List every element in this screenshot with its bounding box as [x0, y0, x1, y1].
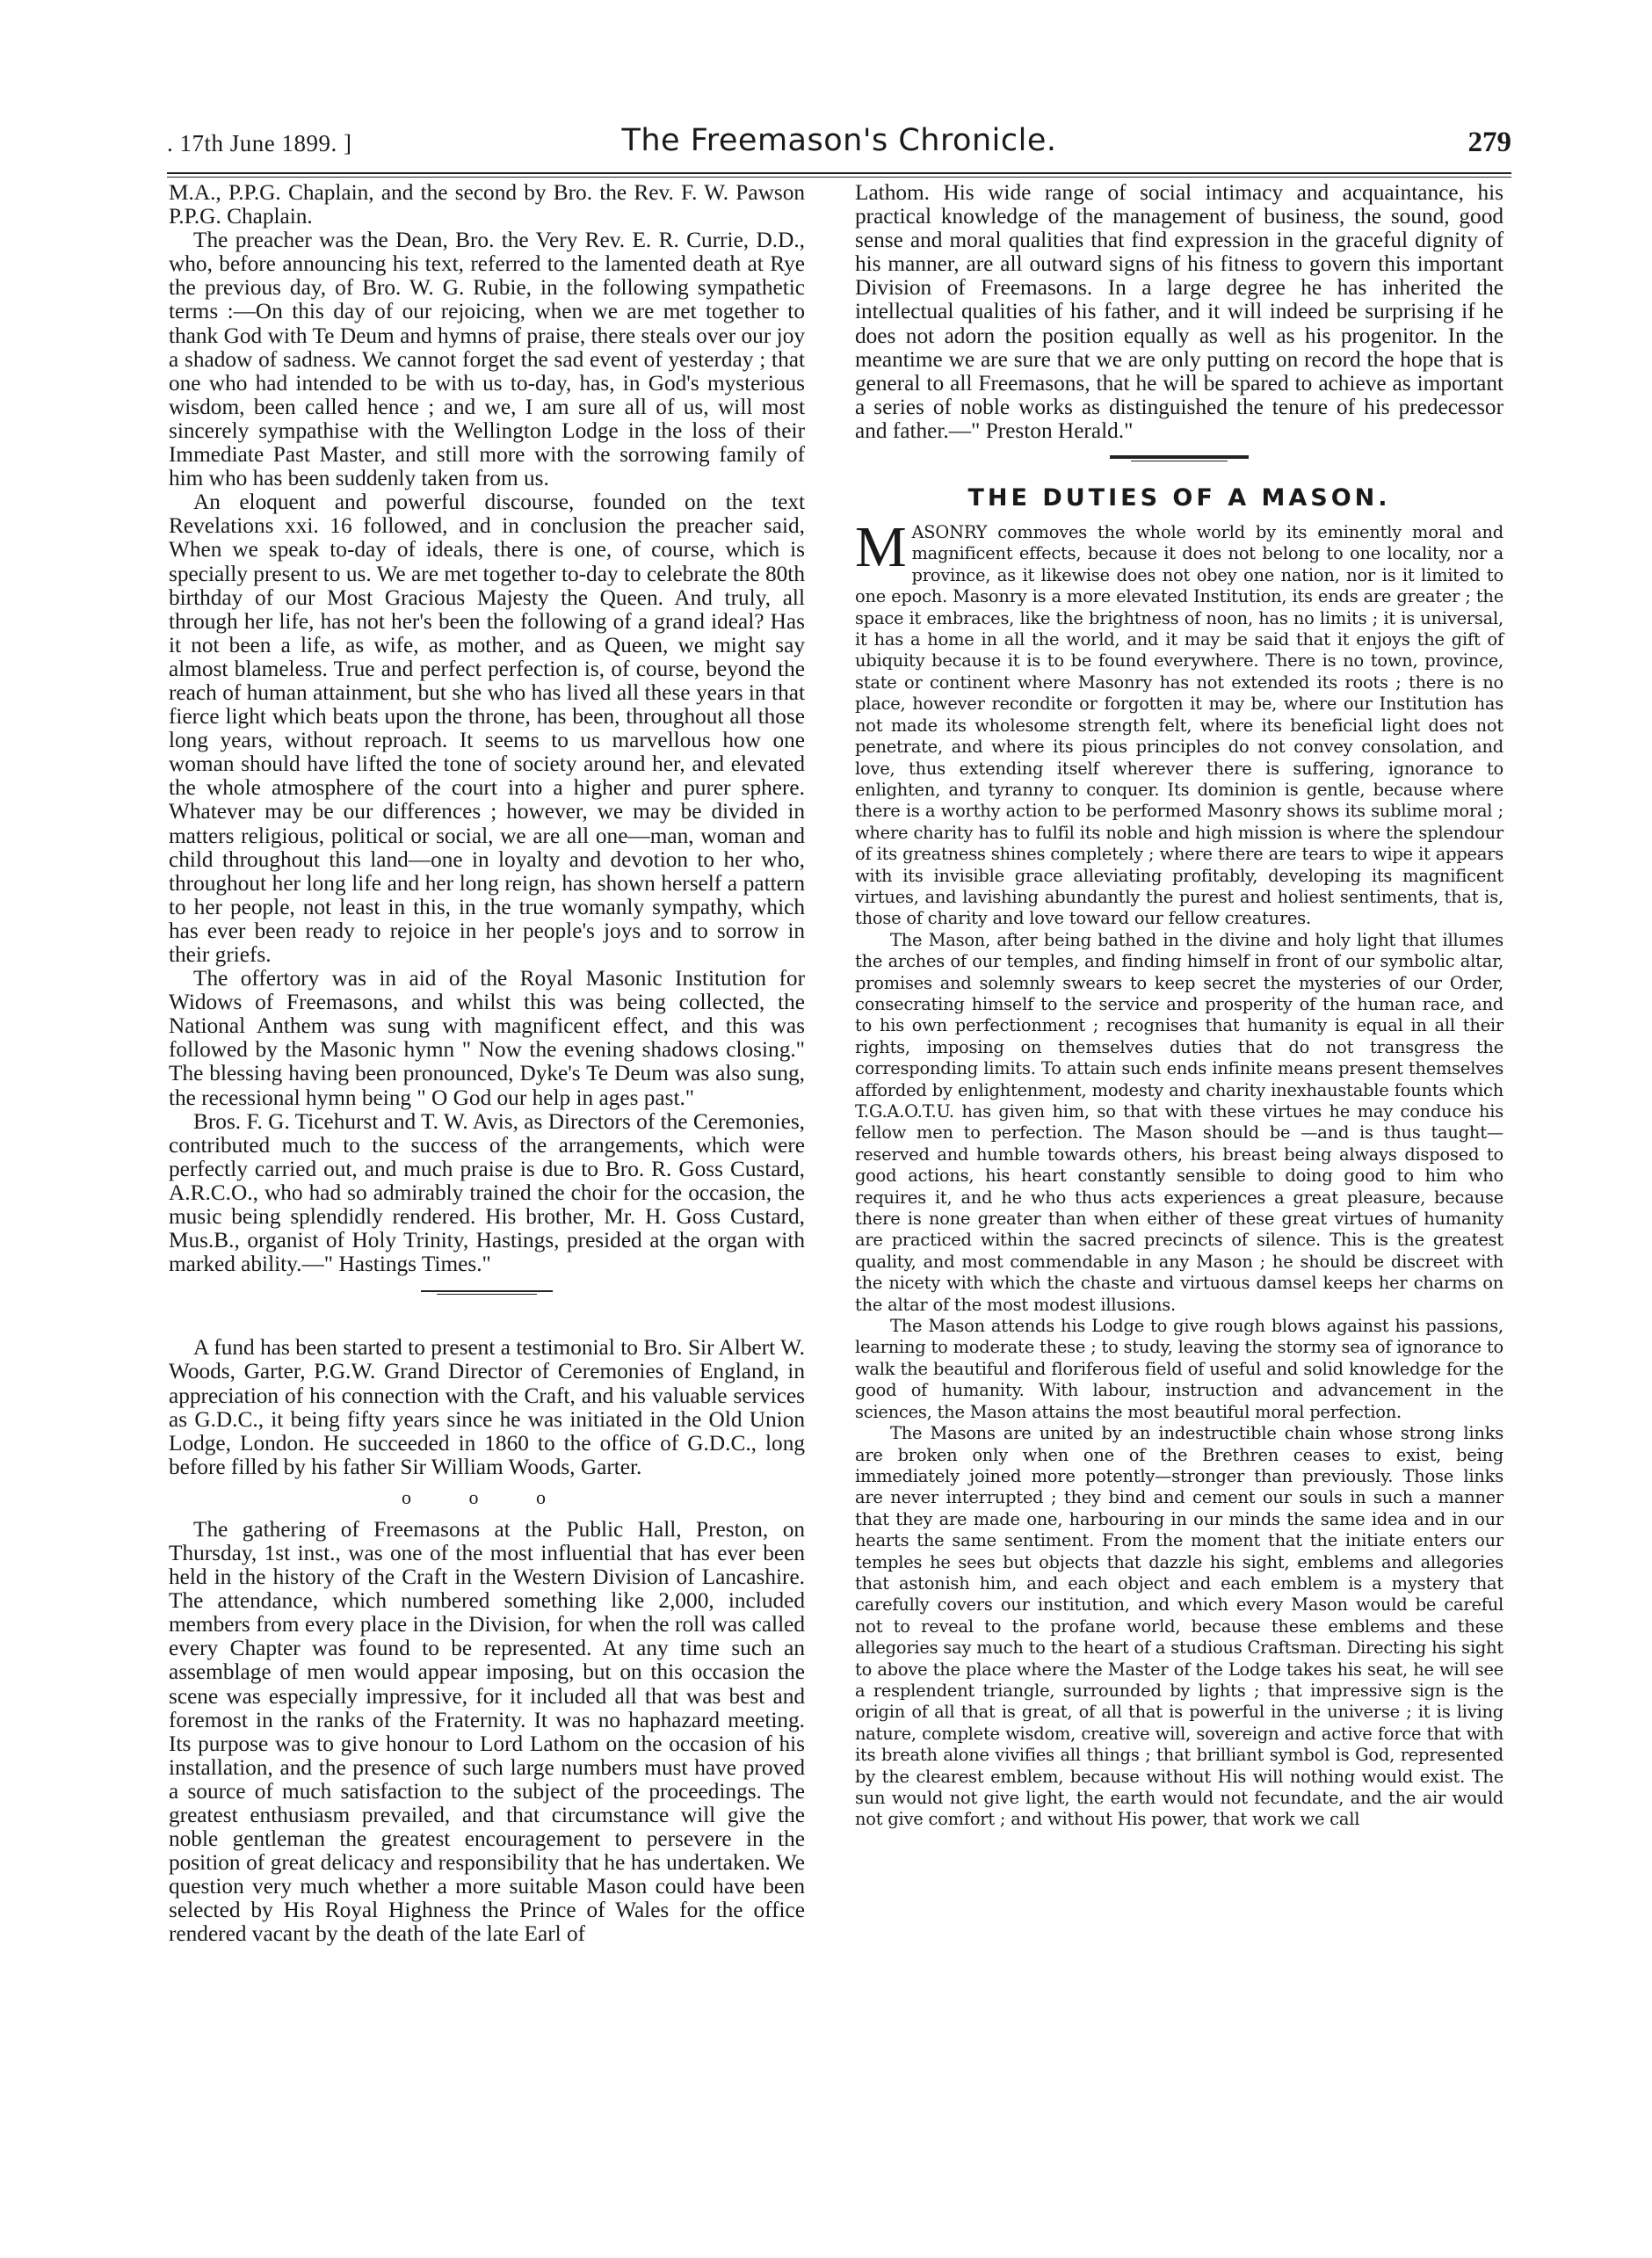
issue-date: . 17th June 1899. ]: [167, 130, 352, 156]
article-paragraph: The preacher was the Dean, Bro. the Very Rev. E. R. Currie, D.D., who, before announcing his text, referred to the lamented death at Rye the previous day, of Bro. W. G. Rubie, in the following sympathetic terms :—On this day of our rejoicing, when we are met together to thank God with Te Deum and hymns of praise, there steals over our joy a shadow of sadness. We cannot forget the sad event of yesterday ; that one who had intended to be with us to-day, has, in God's mysterious wisdom, been called hence ; and we, I am sure all of us, will most sincerely sympathise with the Wellington Lodge in the loss of their Immediate Past Master, and still more with the sorrowing family of him who has been suddenly taken from us.: [169, 228, 805, 491]
article-separator: [1110, 455, 1249, 463]
article-paragraph: M.A., P.P.G. Chaplain, and the second by Bro. the Rev. F. W. Pawson P.P.G. Chaplain.: [169, 180, 805, 229]
article-paragraph: The Mason, after being bathed in the divine and holy light that illumes the arches of our temples, and finding himself in front of our symbolic altar, promises and solemnly swears to keep secret the mysteries of our Order, consecrating himself to the service and prosperity of the human race, and to his own perfectionment ; recognises that humanity is equal in all their rights, imposing on themselves duties that do not transgress the corresponding limits. To attain such ends infinite means present themselves afforded by enlightenment, modesty and charity inexhaustable founts which T.G.A.O.T.U. has given him, so that with these virtues he may conduce his fellow men to perfection. The Mason should be —and is thus taught—reserved and humble towards others, his breast being always disposed to good actions, his heart constantly sensible to doing good to him who requires it, and he who thus acts experiences a great pleasure, because there is none greater than when either of these great virtues of humanity are practiced within the sacred precincts of silence. This is the greatest quality, and most commendable in any Mason ; he should be discreet with the nicety with which the chaste and virtuous damsel keeps her charms on the altar of the most modest illusions.: [855, 929, 1503, 1315]
article-paragraph: The Masons are united by an indestructible chain whose strong links are broken only when one of the Brethren ceases to exist, being immediately joined more potently—stronger than previously. Those links are never interrupted ; they bind and cement our souls in such a manner that they are made one, harbouring in our minds the same idea and in our hearts the same sentiment. From the moment that the initiate enters our temples he sees but objects that dazzle his sight, emblems and allegories that astonish him, and each object and each emblem is a mystery that carefully covers our institution, and which every Mason would be careful not to reveal to the profane world, because these emblems and these allegories say much to the heart of a studious Craftsman. Directing his sight to above the place where the Master of the Lodge takes his seat, he will see a resplendent triangle, surrounded by lights ; that impressive sign is the origin of all that is great, of all that is powerful in the universe ; it is living nature, complete wisdom, creative will, sovereign and active force that with its breath alone vivifies all things ; that brilliant symbol is God, represented by the clearest emblem, because without His will nothing would exist. The sun would not give light, the earth would not fecundate, and the air would not give comfort ; and without His power, that work we call: [855, 1423, 1503, 1830]
page-header: [167, 123, 1511, 172]
page-number: 279: [1467, 127, 1511, 158]
section-divider-dots: o o o: [402, 1485, 572, 1508]
header-rule: [167, 172, 1511, 174]
publication-title: The Freemason's Chronicle.: [621, 123, 1057, 158]
article-paragraph: A fund has been started to present a testimonial to Bro. Sir Albert W. Woods, Garter, P.G.W. Grand Director of Ceremonies of England, in appreciation of his connection with the Craft, and his valuable services as G.D.C., it being fifty years since he was initiated in the Old Union Lodge, London. He succeeded in 1860 to the office of G.D.C., long before filled by his father Sir William Woods, Garter.: [169, 1335, 805, 1479]
left-column: [169, 181, 805, 1947]
first-word: ASONRY: [911, 522, 988, 543]
header-rule-thin: [167, 177, 1511, 178]
paragraph-text: commoves the whole world by its eminently moral and magnificent effects, because it does not belong to one locality, nor a province, as it likewise does not obey one nation, nor is it limited to one epoch. Masonry is a more elevated Institution, its ends are greater ; the space it embraces, like the brightness of noon, has no limits ; it is universal, it has a home in all the world, and it may be said that it enjoys the gift of ubiquity because it is to be found everywhere. There is no town, province, state or continent where Masonry has not extended its roots ; there is no place, however recondite or forgotten it may be, where our Institution has not made its wholesome strength felt, where its beneficial light does not penetrate, and where its pious principles do not convey consolation, and love, thus extending itself wherever there is suffering, ignorance to enlighten, and tyranny to conquer. Its dominion is gentle, because where there is a worthy action to be performed Masonry shows its sublime moral ; where charity has to fulfil its noble and high mission is where the splendour of its greatness shines completely ; where there are tears to wipe it appears with its invisible grace alleviating profitably, developing its magnificent virtues, and lavishing abundantly the purest and holiest sentiments, that is, those of charity and love toward our fellow creatures.: [855, 522, 1503, 929]
article-paragraph: The offertory was in aid of the Royal Masonic Institution for Widows of Freemasons, and whilst this was being collected, the National Anthem was sung with magnificent effect, and this was followed by the Masonic hymn " Now the evening shadows closing." The blessing having been pronounced, Dyke's Te Deum was also sung, the recessional hymn being " O God our help in ages past.": [169, 966, 805, 1110]
article-paragraph: The Mason attends his Lodge to give rough blows against his passions, learning to moderate these ; to study, leaving the stormy sea of ignorance to walk the beautiful and floriferous field of useful and solid knowledge for the good of humanity. With labour, instruction and advancement in the sciences, the Mason attains the most beautiful moral perfection.: [855, 1316, 1503, 1422]
section-heading: THE DUTIES OF A MASON.: [967, 484, 1391, 512]
article-paragraph: [855, 515, 1503, 930]
article-separator: [421, 1290, 553, 1296]
drop-cap: M: [855, 515, 907, 580]
article-paragraph: An eloquent and powerful discourse, founded on the text Revelations xxi. 16 followed, and in conclusion the preacher said, When we speak to-day of ideals, there is one, of course, which is specially present to us. We are met together to-day to celebrate the 80th birthday of our Most Gracious Majesty the Queen. And truly, all through her life, has not her's been the following of a grand ideal? Has it not been a life, as wife, as mother, and as Queen, we might say almost blameless. True and perfect perfection is, of course, beyond the reach of human attainment, but she who has lived all these years in that fierce light which beats upon the throne, has been, throughout all those long years, without reproach. It seems to us marvellous how one woman should have lifted the tone of society around her, and elevated the whole atmosphere of the court into a higher and purer sphere. Whatever may be our differences ; however, we may be divided in matters religious, political or social, we are all one—man, woman and child throughout this land—one in loyalty and devotion to her who, throughout her long life and her long reign, has shown herself a pattern to her people, not least in this, in the true womanly sympathy, which has ever been ready to rejoice in her people's joys and to sorrow in their griefs.: [169, 490, 805, 967]
article-paragraph: Bros. F. G. Ticehurst and T. W. Avis, as Directors of the Ceremonies, contributed much to the success of the arrangements, which were perfectly carried out, and much praise is due to Bro. R. Goss Custard, A.R.C.O., who had so admirably trained the choir for the occasion, the music being splendidly rendered. His brother, Mr. H. Goss Custard, Mus.B., organist of Holy Trinity, Hastings, presided at the organ with marked ability.—" Hastings Times.": [169, 1108, 805, 1277]
right-column: [855, 181, 1503, 1831]
article-paragraph: The gathering of Freemasons at the Public Hall, Preston, on Thursday, 1st inst., was one of the most influential that has ever been held in the history of the Craft in the Western Division of Lancashire. The attendance, which numbered something like 2,000, included members from every place in the Division, for when the roll was called every Chapter was found to be represented. At any time such an assemblage of men would appear imposing, but on this occasion the scene was especially impressive, for it included all that was best and foremost in the ranks of the Fraternity. It was no haphazard meeting. Its purpose was to give honour to Lord Lathom on the occasion of his installation, and the presence of such large numbers must have proved a source of much satisfaction to the subject of the proceedings. The greatest enthusiasm prevailed, and that circumstance will give the noble gentleman the greatest encouragement to persevere in the position of great delicacy and responsibility that he has undertaken. We question very much whether a more suitable Mason could have been selected by His Royal Highness the Prince of Wales for the office rendered vacant by the death of the late Earl of: [169, 1516, 805, 1947]
article-paragraph: Lathom. His wide range of social intimacy and acquaintance, his practical knowledge of the management of business, the sound, good sense and moral qualities that find expression in the graceful dignity of his manner, are all outward signs of his fitness to govern this important Division of Freemasons. In a large degree he has inherited the intellectual qualities of his father, and it will indeed be surprising if he does not adorn the position equally as well as his progenitor. In the meantime we are sure that we are only putting on record the hope that is general to all Freemasons, that he will be spared to achieve as important a series of noble works as distinguished the tenure of his predecessor and father.—" Preston Herald.": [855, 180, 1503, 443]
